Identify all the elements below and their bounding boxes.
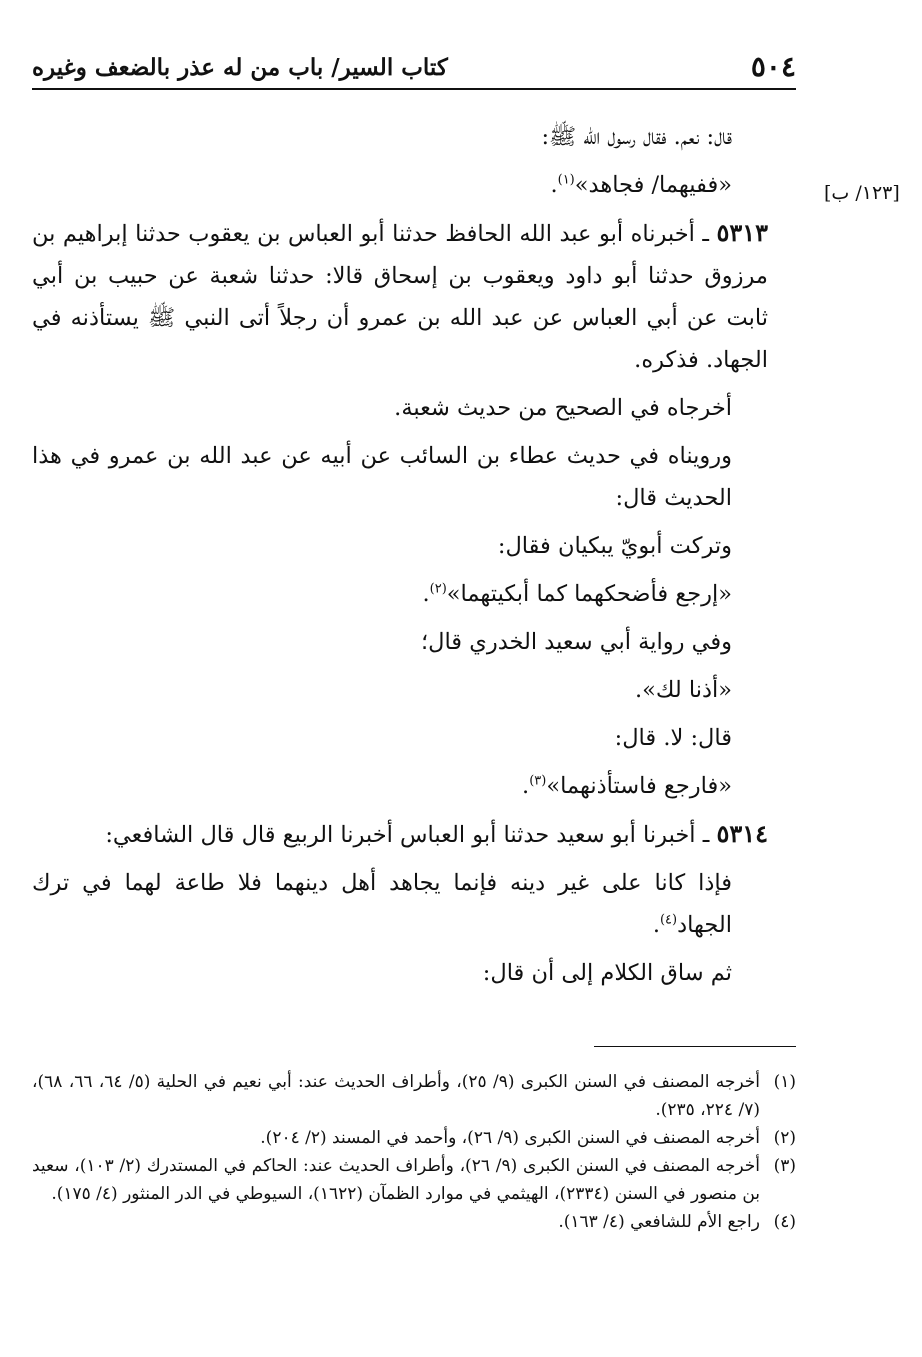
footnotes [32, 1068, 796, 1236]
footnote-marker[interactable]: (٤) [659, 912, 678, 928]
header-rule [32, 88, 796, 90]
text-paragraph [32, 435, 796, 519]
text-paragraph [32, 669, 796, 711]
footnote-text: أخرجه المصنف في السنن الكبرى (٩/ ٢٦)، وأطراف الحديث عند: الحاكم في المستدرك (٢/ ١٠٣)، سعيد بن منصور في السنن (٢٣٣٤)، الهيثمي في موارد الظمآن (١٦٢٢)، السيوطي في الدر المنثور (٤/ ١٧٥). [32, 1156, 760, 1204]
paragraph-tail: . [550, 172, 558, 198]
paragraph-tail: . [522, 773, 530, 799]
paragraph-text: ثم ساق الكلام إلى أن قال: [482, 960, 732, 986]
page-header [32, 48, 796, 84]
paragraph-text: «فارجع فاستأذنهما» [546, 773, 732, 799]
footnote-number: (٢) [773, 1128, 796, 1148]
footnote [32, 1124, 796, 1152]
paragraph-text: وفي رواية أبي سعيد الخدري قال؛ [420, 629, 732, 655]
text-paragraph [32, 387, 796, 429]
paragraph-tail: . [422, 581, 430, 607]
footnote-text: أخرجه المصنف في السنن الكبرى (٩/ ٢٦)، وأحمد في المسند (٢/ ٢٠٤). [260, 1128, 760, 1148]
footnote-text: أخرجه المصنف في السنن الكبرى (٩/ ٢٥)، وأطراف الحديث عند: أبي نعيم في الحلية (٥/ ٦٤، ٦٦، ٦٨)، (٧/ ٢٢٤، ٢٣٥). [32, 1072, 761, 1120]
footnote-number: (٣) [773, 1156, 796, 1176]
paragraph-text: ـ أخبرناه أبو عبد الله الحافظ حدثنا أبو العباس بن يعقوب حدثنا إبراهيم بن مرزوق حدثنا أبو داود ويعقوب بن إسحاق قالا: حدثنا شعبة عن حبيب بن أبي ثابت عن أبي العباس عن عبد الله بن عمرو أن رجلاً أتى النبي ﷺ يستأذنه في الجهاد. فذكره. [32, 221, 768, 373]
text-paragraph [32, 621, 796, 663]
hadith-number: ٥٣١٣ [716, 218, 768, 247]
paragraph-text: وتركت أبويّ يبكيان فقال: [497, 533, 732, 559]
running-head: كتاب السير/ باب من له عذر بالضعف وغيره [32, 54, 448, 81]
main-text [32, 116, 796, 1000]
footnote [32, 1068, 796, 1124]
paragraph-text: قال: لا. قال: [614, 725, 732, 751]
text-paragraph [32, 862, 796, 946]
page-number: ٥٠٤ [750, 50, 796, 83]
paragraph-text: قال: نعم. فقال رسول الله ﷺ: [541, 124, 732, 150]
text-paragraph [32, 765, 796, 807]
text-paragraph [32, 164, 796, 206]
footnote-marker[interactable]: (٣) [529, 773, 547, 789]
text-paragraph [32, 525, 796, 567]
paragraph-text: «أذنا لك». [634, 677, 732, 703]
paragraph-text: «إرجع فأضحكهما كما أبكيتهما» [446, 581, 732, 607]
numbered-paragraph [32, 813, 796, 856]
footnote [32, 1208, 796, 1236]
margin-folio-reference: [١٢٣/ ب] [824, 182, 900, 204]
paragraph-text: أخرجاه في الصحيح من حديث شعبة. [394, 395, 732, 421]
footnote-separator [594, 1046, 796, 1047]
footnote-marker[interactable]: (١) [557, 172, 575, 188]
footnote-marker[interactable]: (٢) [429, 581, 447, 597]
text-paragraph [32, 116, 796, 158]
footnote-number: (١) [773, 1072, 796, 1092]
paragraph-text: «ففيهما/ فجاهد» [574, 172, 732, 198]
footnote-text: راجع الأم للشافعي (٤/ ١٦٣). [558, 1212, 760, 1232]
paragraph-text: ـ أخبرنا أبو سعيد حدثنا أبو العباس أخبرنا الربيع قال قال الشافعي: [105, 822, 717, 848]
paragraph-text: ورويناه في حديث عطاء بن السائب عن أبيه عن عبد الله بن عمرو في هذا الحديث قال: [32, 443, 732, 511]
numbered-paragraph [32, 212, 796, 381]
paragraph-text: فإذا كانا على غير دينه فإنما يجاهد أهل دينهما فلا طاعة لهما في ترك الجهاد [32, 870, 732, 938]
text-paragraph [32, 717, 796, 759]
footnote [32, 1152, 796, 1208]
hadith-number: ٥٣١٤ [716, 819, 768, 848]
footnote-number: (٤) [773, 1212, 796, 1232]
text-paragraph [32, 573, 796, 615]
text-paragraph [32, 952, 796, 994]
paragraph-tail: . [652, 912, 660, 938]
